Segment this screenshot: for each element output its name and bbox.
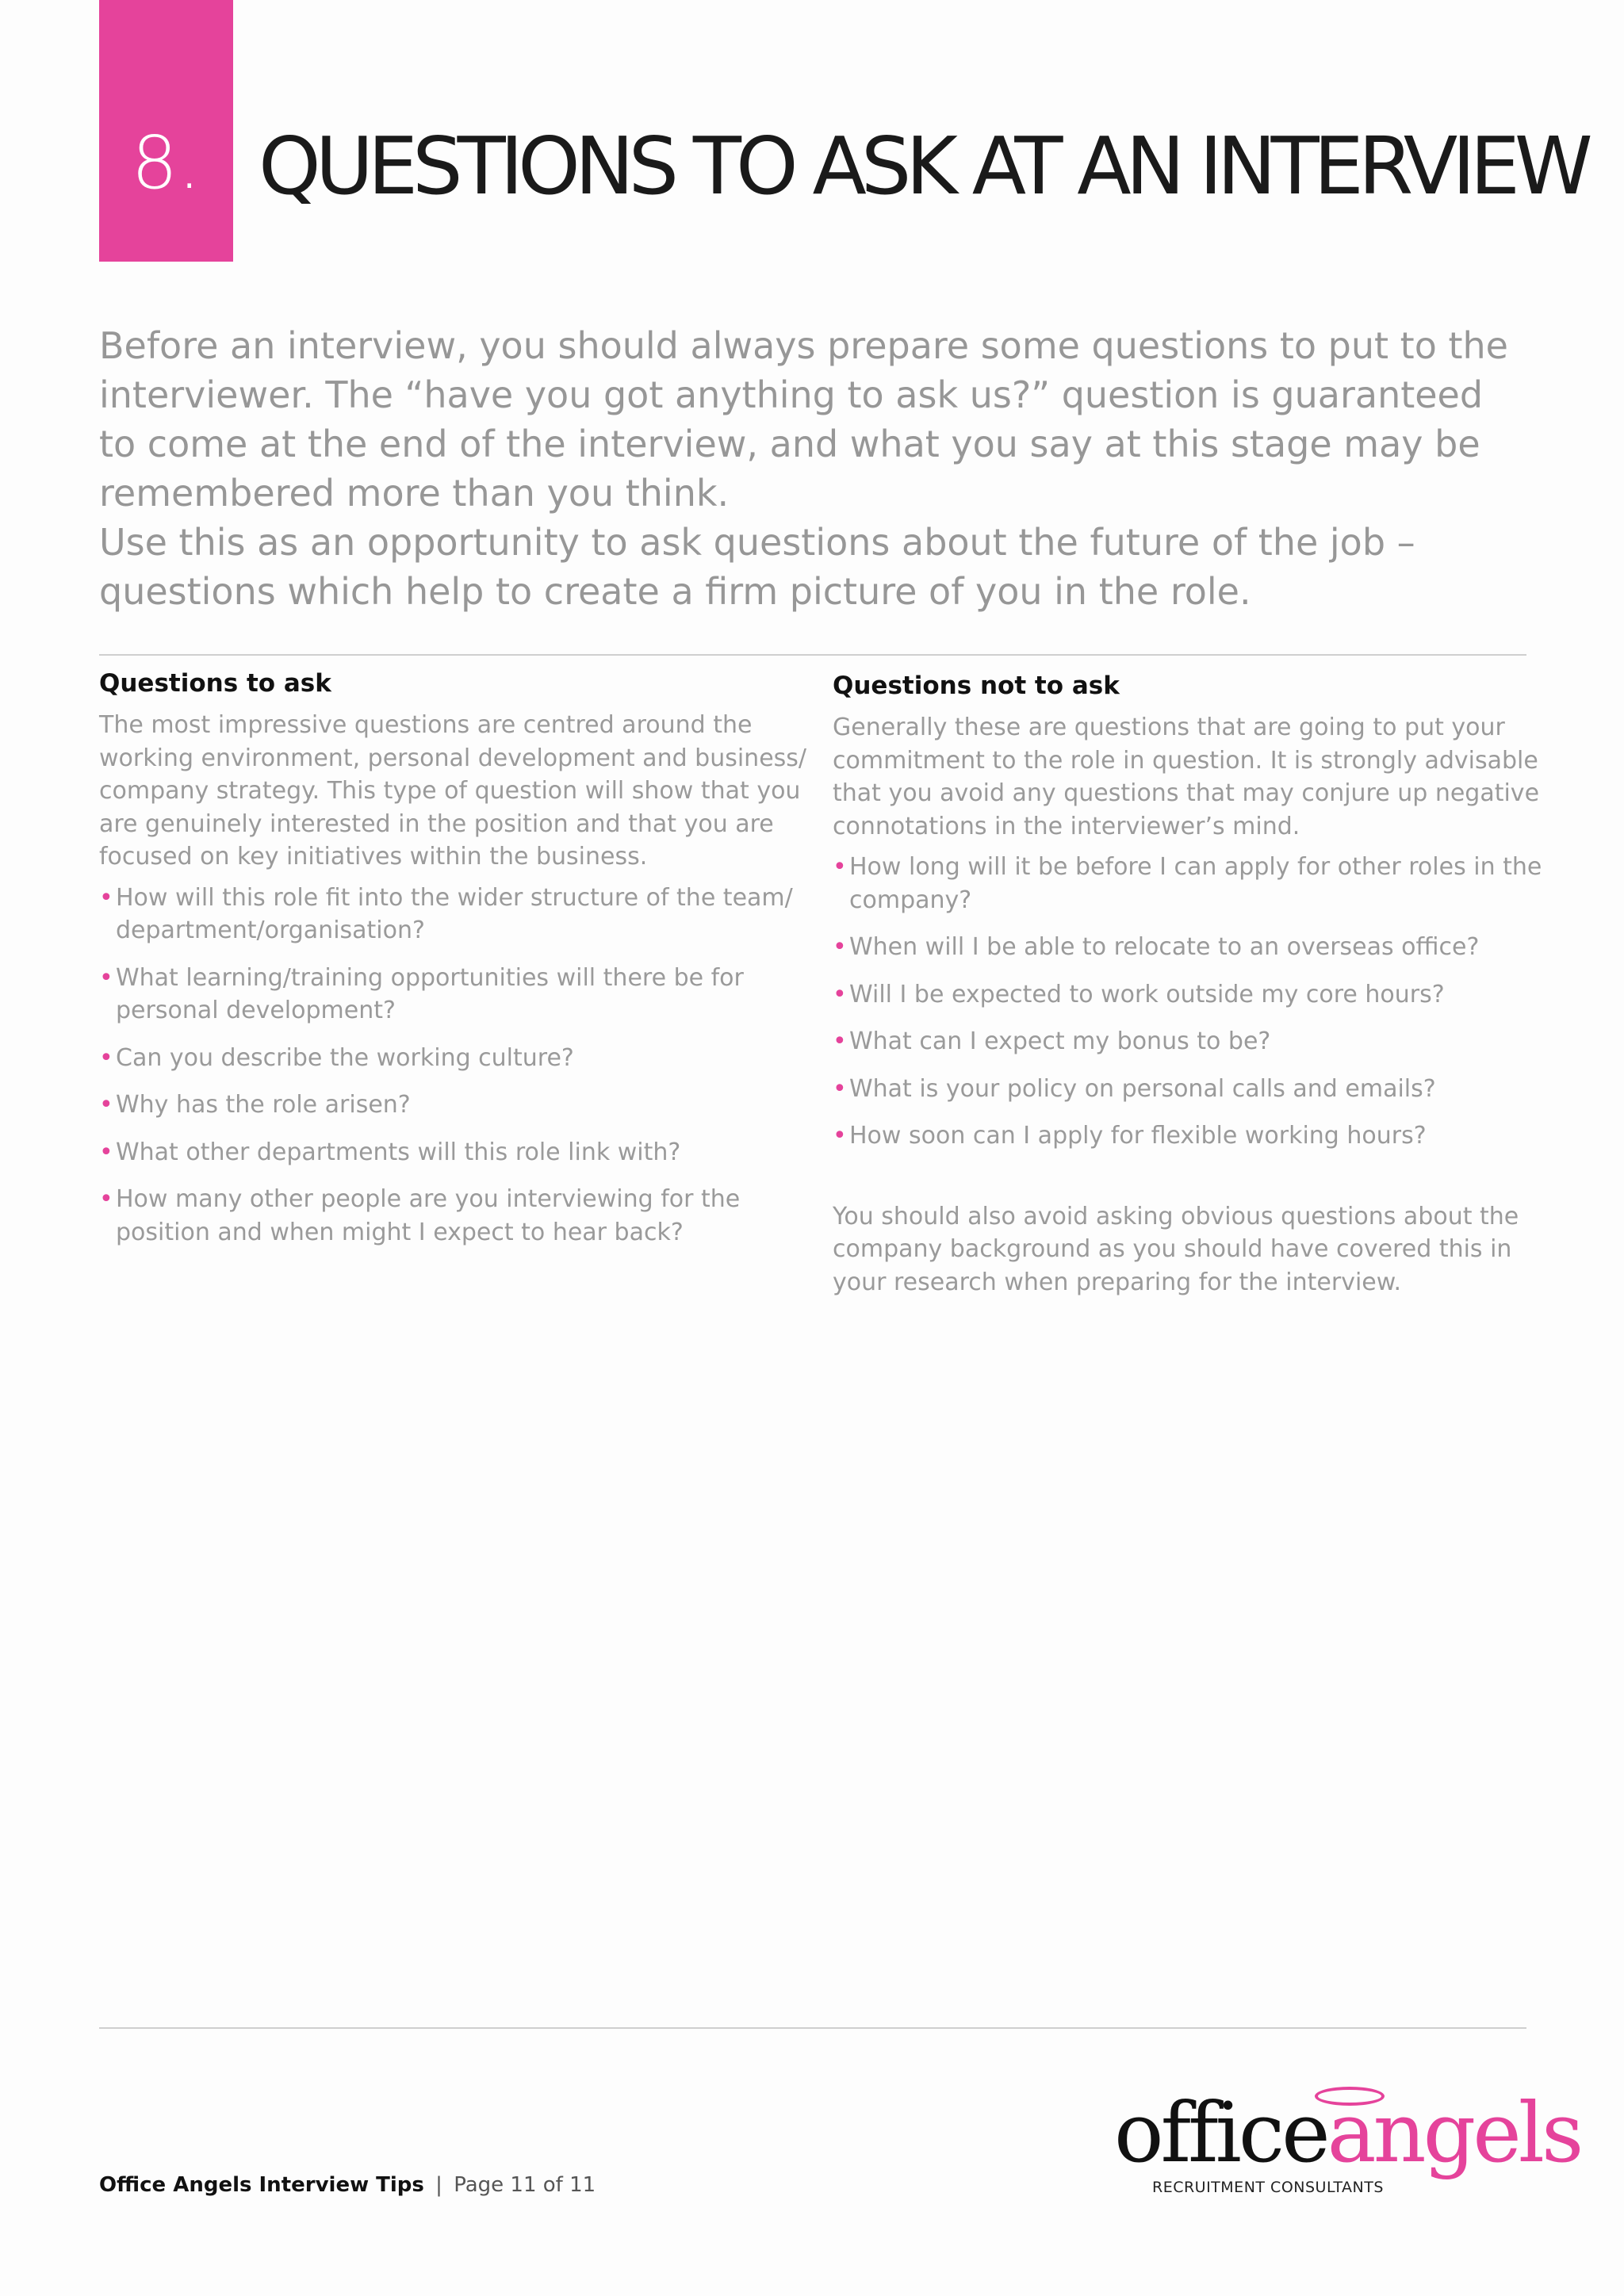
logo-tagline: RECRUITMENT CONSULTANTS (1152, 2179, 1384, 2196)
bullet-icon: • (99, 1043, 113, 1072)
list-item (833, 1073, 1530, 1106)
list-item (99, 882, 797, 947)
divider-bottom (99, 2027, 1526, 2029)
logo-word-angels: angels (1327, 2084, 1581, 2181)
list-item (833, 978, 1530, 1012)
bullet-icon: • (833, 933, 847, 961)
outro-line: company background as you should have covered this in (833, 1235, 1512, 1263)
list-item-line: department/organisation? (116, 916, 425, 944)
list-item-line: Why has the role arisen? (116, 1091, 411, 1119)
desc-line: that you avoid any questions that may conjure up negative (833, 779, 1540, 807)
list-item-line: How will this role fit into the wider structure of the team/ (116, 883, 793, 912)
outro-line: You should also avoid asking obvious questions about the (833, 1202, 1519, 1230)
list-item-line: What other departments will this role link with? (116, 1138, 681, 1166)
bullet-icon: • (833, 853, 847, 881)
list-item-line: personal development? (116, 997, 396, 1024)
desc-line: company strategy. This type of question will show that you (99, 777, 801, 805)
intro-line: Use this as an opportunity to ask questions about the future of the job – (99, 521, 1415, 564)
list-item (833, 1119, 1530, 1153)
questions-not-to-ask-outro (833, 1200, 1530, 1299)
questions-to-ask-description (99, 709, 807, 874)
list-item (99, 1183, 797, 1249)
list-item-line: How many other people are you interviewing for the (116, 1185, 741, 1213)
footer-separator: | (435, 2173, 442, 2197)
questions-to-ask-list (99, 882, 797, 1249)
page-title: QUESTIONS TO ASK AT AN INTERVIEW (259, 120, 1588, 212)
intro-line: to come at the end of the interview, and what you say at this stage may be (99, 423, 1480, 465)
desc-line: working environment, personal development and business/ (99, 744, 807, 772)
desc-line: The most impressive questions are centred around the (99, 711, 753, 739)
list-item (833, 1025, 1530, 1058)
bullet-icon: • (833, 1122, 847, 1150)
list-item-line: Will I be expected to work outside my core hours? (849, 980, 1445, 1008)
list-item (833, 931, 1530, 964)
list-item-line: When will I be able to relocate to an overseas office? (849, 933, 1480, 961)
bullet-icon: • (833, 1027, 847, 1055)
list-item-line: position and when might I expect to hear back? (116, 1218, 684, 1246)
footer-brand: Office Angels Interview Tips (99, 2173, 424, 2197)
intro-paragraph (99, 321, 1508, 616)
section-number-block (99, 0, 233, 262)
questions-not-to-ask-column (833, 670, 1542, 1299)
logo-word-office: office (1114, 2084, 1327, 2181)
list-item (99, 962, 797, 1027)
intro-line: questions which help to create a firm picture of you in the role. (99, 570, 1251, 613)
questions-not-to-ask-description (833, 711, 1540, 843)
questions-not-to-ask-heading: Questions not to ask (833, 672, 1120, 700)
desc-line: Generally these are questions that are going to put your (833, 714, 1505, 741)
list-item-line: What can I expect my bonus to be? (849, 1027, 1271, 1055)
office-angels-logo (1114, 2084, 1581, 2204)
bullet-icon: • (833, 1074, 847, 1103)
outro-line: your research when preparing for the interview. (833, 1268, 1402, 1296)
bullet-icon: • (833, 980, 847, 1008)
desc-line: are genuinely interested in the position and that you are (99, 809, 774, 838)
list-item-line: Can you describe the working culture? (116, 1043, 574, 1072)
intro-line: Before an interview, you should always prepare some questions to put to the (99, 324, 1508, 367)
intro-line: remembered more than you think. (99, 472, 730, 515)
bullet-icon: • (99, 1091, 113, 1119)
questions-to-ask-heading: Questions to ask (99, 669, 331, 698)
list-item-line: company? (849, 886, 972, 914)
desc-line: connotations in the interviewer’s mind. (833, 812, 1300, 840)
list-item (99, 1136, 797, 1169)
desc-line: commitment to the role in question. It is strongly advisable (833, 746, 1538, 775)
bullet-icon: • (99, 1138, 113, 1166)
bullet-icon: • (99, 963, 113, 992)
page-number: Page 11 of 11 (454, 2173, 596, 2197)
divider-top (99, 654, 1526, 656)
desc-line: focused on key initiatives within the business. (99, 843, 648, 871)
list-item-line: How long will it be before I can apply for other roles in the (849, 853, 1542, 881)
questions-not-to-ask-list (833, 851, 1542, 1153)
bullet-icon: • (99, 883, 113, 912)
list-item-line: What is your policy on personal calls and emails? (849, 1074, 1436, 1103)
intro-line: interviewer. The “have you got anything to ask us?” question is guaranteed (99, 373, 1484, 416)
page-footer (99, 2172, 596, 2198)
logo-wordmark (1114, 2085, 1580, 2180)
questions-to-ask-column (99, 668, 807, 1263)
list-item (99, 1089, 797, 1122)
list-item (99, 1042, 797, 1075)
bullet-icon: • (99, 1185, 113, 1213)
section-number: 8. (131, 121, 201, 205)
list-item-line: How soon can I apply for flexible working hours? (849, 1122, 1427, 1150)
list-item (833, 851, 1542, 916)
list-item-line: What learning/training opportunities will there be for (116, 963, 744, 992)
